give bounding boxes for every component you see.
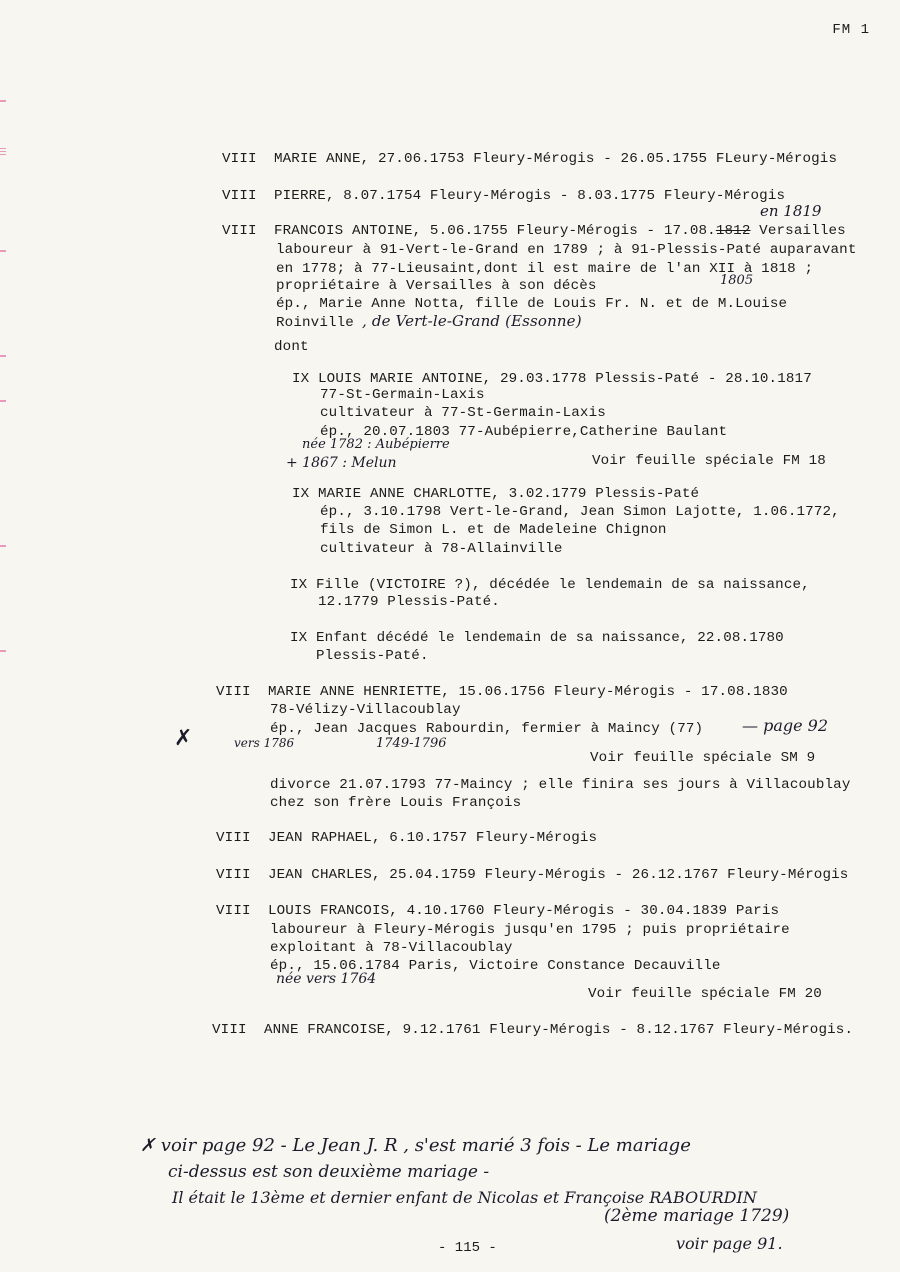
life-dates: , 5.06.1755 Fleury-Mérogis - 17.08. [412,223,716,239]
description-line: Plessis-Paté. [316,648,429,664]
entry-anne-francoise [212,1021,853,1039]
entry-marie-anne [222,150,837,168]
description-line: en 1778; à 77-Lieusaint,dont il est maire de l'an XII à 1818 ; [276,261,814,277]
description-line: propriétaire à Versailles à son décès [276,278,597,294]
margin-mark [0,100,6,102]
description-line: cultivateur à 78-Allainville [320,541,563,557]
entry-jean-charles [216,866,848,884]
life-dates: , 3.02.1779 Plessis-Paté [491,486,700,502]
margin-mark [0,148,6,156]
spouse-line-2: Roinville , de Vert-le-Grand (Essonne) [276,312,582,331]
description-line: chez son frère Louis François [270,795,522,811]
life-dates: , 29.03.1778 Plessis-Paté - 28.10.1817 [482,371,812,387]
entry-marie-anne-charlotte [292,485,699,503]
person-name: LOUIS FRANCOIS [267,903,390,919]
person-name: JEAN CHARLES [267,867,372,883]
person-name: LOUIS MARIE ANTOINE [318,371,483,387]
person-name: MARIE ANNE CHARLOTTE [318,486,492,502]
person-name: MARIE ANNE HENRIETTE [267,684,442,700]
life-dates: , 6.10.1757 Fleury-Mérogis [371,830,598,846]
margin-mark [0,250,6,252]
entry-francois-antoine [222,222,846,240]
spouse-line: ép., Marie Anne Notta, fille de Louis Fr. N. et de M.Louise [276,296,788,312]
entry-fille-victoire [290,576,810,594]
handwritten-footnote-line: (2ème mariage 1729) [604,1206,790,1226]
see-sheet-link: Voir feuille spéciale SM 9 [590,750,816,766]
handwritten-cross-icon: ✗ [174,726,193,751]
person-name: ANNE FRANCOISE [263,1022,386,1038]
generation: VIII [216,684,251,700]
handwritten-birth: née 1782 : Aubépierre [302,437,450,452]
generation: VIII [216,867,251,883]
generation: VIII [222,223,257,239]
children-intro: dont [274,339,309,355]
description-line: 12.1779 Plessis-Paté. [318,594,500,610]
person-name: Enfant décédé le lendemain de sa naissance, 22.08.1780 [316,630,784,646]
generation: VIII [212,1022,247,1038]
entry-louis-francois [216,902,779,920]
generation: VIII [222,188,257,204]
handwritten-footnote-line: voir page 91. [676,1234,783,1253]
margin-mark [0,400,6,402]
handwritten-footnote-line: ci-dessus est son deuxième mariage - [168,1162,490,1182]
description-line: divorce 21.07.1793 77-Maincy ; elle finira ses jours à Villacoublay [270,777,851,793]
handwritten-birth: née vers 1764 [276,971,377,987]
entry-pierre [222,187,785,205]
description-line: fils de Simon L. et de Madeleine Chignon [320,522,667,538]
life-dates: , 15.06.1756 Fleury-Mérogis - 17.08.1830 [441,684,788,700]
person-name: JEAN RAPHAEL [267,830,372,846]
handwritten-footnote-line: Il était le 13ème et dernier enfant de Nicolas et Françoise RABOURDIN [172,1188,757,1207]
margin-mark [0,650,6,652]
person-name: MARIE ANNE [273,151,361,167]
entry-enfant [290,629,784,647]
life-dates: , 27.06.1753 Fleury-Mérogis - 26.05.1755 FLeury-Mérogis [360,151,838,167]
see-sheet-link: Voir feuille spéciale FM 20 [588,986,822,1002]
entry-jean-raphael [216,829,597,847]
person-name: PIERRE [273,188,326,204]
sheet-reference: FM 1 [832,22,870,38]
handwritten-death: + 1867 : Melun [286,455,397,471]
handwritten-footnote-line: ✗ voir page 92 - Le Jean J. R , s'est marié 3 fois - Le mariage [140,1135,691,1156]
page-number: - 115 - [438,1240,497,1256]
generation: VIII [216,830,251,846]
generation: IX [290,577,308,593]
life-dates: , 25.04.1759 Fleury-Mérogis - 26.12.1767 Fleury-Mérogis [371,867,849,883]
entry-marie-anne-henriette [216,683,788,701]
handwritten-page-ref: — page 92 [742,716,829,735]
handwritten-spouse-place: , de Vert-le-Grand (Essonne) [361,312,582,330]
death-place: Versailles [750,223,846,239]
generation: VIII [222,151,257,167]
description-line: ép., 20.07.1803 77-Aubépierre,Catherine Baulant [320,424,728,440]
description-line: ép., 3.10.1798 Vert-le-Grand, Jean Simon Lajotte, 1.06.1772, [320,504,840,520]
description-line: ép., Jean Jacques Rabourdin, fermier à Maincy (77) [270,721,704,737]
generation: IX [292,486,310,502]
life-dates: , 4.10.1760 Fleury-Mérogis - 30.04.1839 Paris [389,903,780,919]
description-line: 78-Vélizy-Villacoublay [270,702,461,718]
description-line: laboureur à 91-Vert-le-Grand en 1789 ; à 91-Plessis-Paté auparavant [276,242,857,258]
handwritten-date: vers 1786 [234,736,295,750]
generation: VIII [216,903,251,919]
person-name: Fille (VICTOIRE ?), décédée le lendemain de sa naissance, [316,577,810,593]
description-line: 77-St-Germain-Laxis [320,387,485,403]
description-line: cultivateur à 77-St-Germain-Laxis [320,405,606,421]
struck-year: 1812 [715,223,751,239]
margin-mark [0,355,6,357]
generation: IX [292,371,310,387]
person-name: FRANCOIS ANTOINE [273,223,413,239]
margin-mark [0,545,6,547]
handwritten-years: 1749-1796 [376,736,447,751]
generation: IX [290,630,308,646]
life-dates: , 9.12.1761 Fleury-Mérogis - 8.12.1767 Fleury-Mérogis. [385,1022,854,1038]
description-line: exploitant à 78-Villacoublay [270,940,513,956]
life-dates: , 8.07.1754 Fleury-Mérogis - 8.03.1775 Fleury-Mérogis [325,188,786,204]
description-line: laboureur à Fleury-Mérogis jusqu'en 1795 ; puis propriétaire [270,922,790,938]
see-sheet-link: Voir feuille spéciale FM 18 [592,453,826,469]
handwritten-death-correction: en 1819 [760,202,822,220]
handwritten-year: 1805 [720,273,754,288]
description-line: ép., 15.06.1784 Paris, Victoire Constance Decauville [270,958,721,974]
